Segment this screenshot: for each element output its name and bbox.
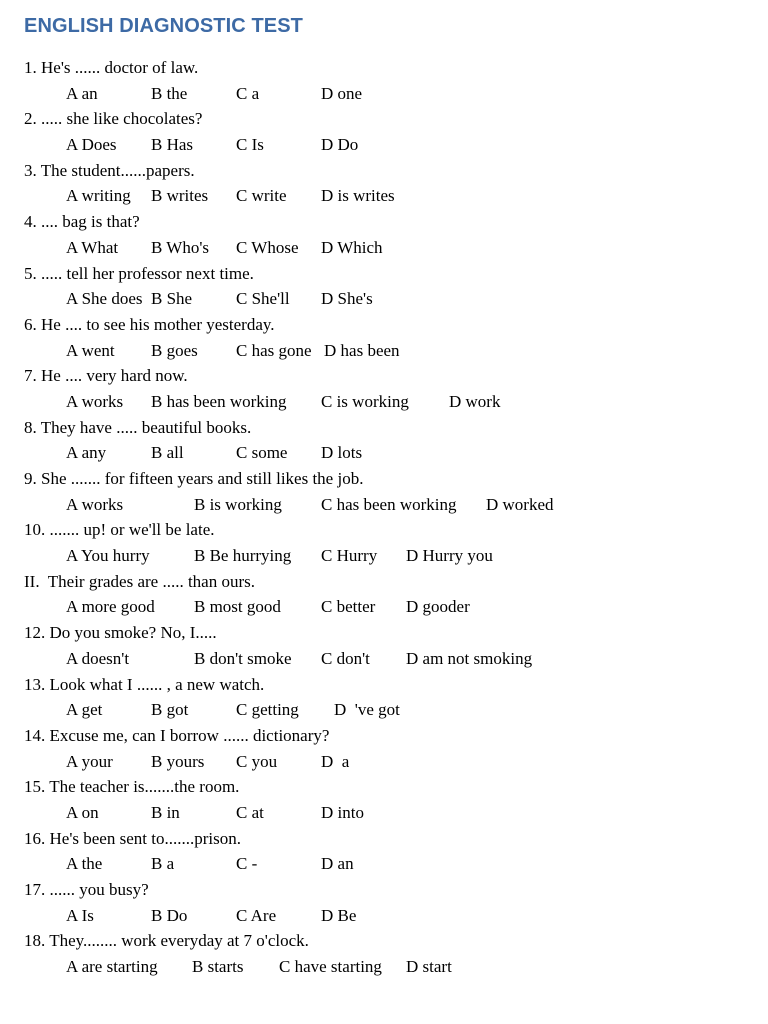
- answer-options: [24, 286, 744, 312]
- question-item: [24, 877, 744, 928]
- answer-option-d: D Do: [321, 135, 359, 155]
- answer-option-b: B don't smoke: [194, 648, 292, 668]
- answer-option-d: D into: [321, 802, 364, 822]
- question-item: [24, 466, 744, 517]
- answer-option-d: D lots: [321, 443, 363, 463]
- answer-option-c: C don't: [321, 648, 370, 668]
- answer-option-a: A the: [66, 854, 103, 874]
- answer-option-a: A Does: [66, 135, 117, 155]
- answer-option-a: A more good: [66, 597, 155, 617]
- answer-option-d: D gooder: [406, 597, 470, 617]
- answer-option-d: D Which: [321, 237, 383, 257]
- answer-option-c: C Whose: [236, 237, 299, 257]
- answer-option-c: C getting: [236, 700, 299, 720]
- question-stem: 14. Excuse me, can I borrow ...... dictionary?: [24, 725, 330, 745]
- answer-option-b: B starts: [192, 957, 244, 977]
- question-item: [24, 826, 744, 877]
- answer-option-d: D has been: [324, 340, 400, 360]
- answer-option-d: D start: [406, 957, 452, 977]
- answer-option-d: D is writes: [321, 186, 395, 206]
- question-stem: 15. The teacher is.......the room.: [24, 777, 240, 797]
- answer-option-b: B Be hurrying: [194, 546, 292, 566]
- answer-options: [24, 183, 744, 209]
- answer-option-c: C is working: [321, 391, 409, 411]
- question-item: [24, 517, 744, 568]
- question-item: [24, 415, 744, 466]
- answer-option-a: A went: [66, 340, 115, 360]
- question-item: [24, 363, 744, 414]
- answer-option-d: D a: [321, 751, 350, 771]
- answer-options: [24, 543, 744, 569]
- answer-option-b: B got: [151, 700, 189, 720]
- answer-options: [24, 903, 744, 929]
- answer-options: [24, 646, 744, 672]
- answer-option-d: D am not smoking: [406, 648, 533, 668]
- answer-option-d: D work: [449, 391, 501, 411]
- question-item: [24, 672, 744, 723]
- answer-option-c: C has gone: [236, 340, 312, 360]
- answer-option-c: C some: [236, 443, 288, 463]
- answer-options: [24, 749, 744, 775]
- answer-option-b: B Do: [151, 905, 188, 925]
- answer-option-a: A writing: [66, 186, 131, 206]
- question-stem: 13. Look what I ...... , a new watch.: [24, 674, 265, 694]
- question-stem: 16. He's been sent to.......prison.: [24, 828, 241, 848]
- answer-option-b: B has been working: [151, 391, 287, 411]
- answer-option-a: A doesn't: [66, 648, 130, 668]
- question-stem: 6. He .... to see his mother yesterday.: [24, 314, 275, 334]
- answer-option-a: A She does: [66, 289, 143, 309]
- question-stem: 10. ....... up! or we'll be late.: [24, 520, 215, 540]
- answer-option-c: C write: [236, 186, 287, 206]
- question-list: [24, 55, 744, 980]
- answer-options: [24, 81, 744, 107]
- answer-option-c: C Is: [236, 135, 264, 155]
- answer-options: [24, 800, 744, 826]
- question-item: [24, 209, 744, 260]
- answer-option-a: A What: [66, 237, 119, 257]
- question-stem: 12. Do you smoke? No, I.....: [24, 623, 217, 643]
- answer-option-a: A works: [66, 391, 124, 411]
- answer-option-a: A your: [66, 751, 113, 771]
- answer-option-d: D worked: [486, 494, 554, 514]
- answer-option-c: C has been working: [321, 494, 457, 514]
- question-stem: 4. .... bag is that?: [24, 212, 140, 232]
- answer-option-b: B Has: [151, 135, 194, 155]
- answer-option-c: C -: [236, 854, 258, 874]
- question-stem: 5. ..... tell her professor next time.: [24, 263, 254, 283]
- answer-option-d: D 've got: [334, 700, 400, 720]
- question-item: [24, 723, 744, 774]
- answer-options: [24, 389, 744, 415]
- answer-option-d: D She's: [321, 289, 373, 309]
- answer-option-b: B is working: [194, 494, 282, 514]
- answer-options: [24, 594, 744, 620]
- answer-option-a: A You hurry: [66, 546, 150, 566]
- answer-option-c: C at: [236, 802, 264, 822]
- question-stem: 3. The student......papers.: [24, 160, 195, 180]
- question-item: [24, 261, 744, 312]
- answer-option-b: B all: [151, 443, 184, 463]
- answer-option-b: B the: [151, 83, 188, 103]
- answer-option-a: A any: [66, 443, 107, 463]
- answer-options: [24, 338, 744, 364]
- answer-option-d: D Be: [321, 905, 357, 925]
- answer-option-c: C have starting: [279, 957, 382, 977]
- answer-option-a: A get: [66, 700, 103, 720]
- answer-option-c: C Hurry: [321, 546, 378, 566]
- answer-option-b: B in: [151, 802, 180, 822]
- question-item: [24, 774, 744, 825]
- answer-options: [24, 954, 744, 980]
- answer-option-c: C Are: [236, 905, 277, 925]
- question-item: [24, 158, 744, 209]
- question-item: [24, 55, 744, 106]
- answer-options: [24, 851, 744, 877]
- question-stem: 9. She ....... for fifteen years and still likes the job.: [24, 469, 364, 488]
- answer-options: [24, 697, 744, 723]
- answer-option-a: A on: [66, 802, 99, 822]
- answer-option-d: D Hurry you: [406, 546, 493, 566]
- answer-option-b: B goes: [151, 340, 198, 360]
- question-stem: 7. He .... very hard now.: [24, 366, 188, 386]
- answer-option-a: A an: [66, 83, 98, 103]
- answer-option-a: A Is: [66, 905, 94, 925]
- question-stem: II. Their grades are ..... than ours.: [24, 571, 255, 591]
- answer-option-d: D one: [321, 83, 363, 103]
- answer-option-c: C you: [236, 751, 278, 771]
- answer-options: [24, 492, 744, 518]
- answer-option-a: A works: [66, 494, 124, 514]
- answer-option-b: B most good: [194, 597, 281, 617]
- question-item: [24, 569, 744, 620]
- answer-option-b: B Who's: [151, 237, 210, 257]
- question-item: [24, 928, 744, 979]
- question-stem: 2. ..... she like chocolates?: [24, 109, 203, 129]
- answer-option-c: C better: [321, 597, 376, 617]
- answer-option-d: D an: [321, 854, 354, 874]
- question-stem: 1. He's ...... doctor of law.: [24, 58, 199, 77]
- question-stem: 18. They........ work everyday at 7 o'clock.: [24, 931, 309, 951]
- answer-option-b: B a: [151, 854, 175, 874]
- answer-options: [24, 132, 744, 158]
- answer-option-a: A are starting: [66, 957, 158, 977]
- question-stem: 17. ...... you busy?: [24, 880, 149, 899]
- answer-option-c: C a: [236, 83, 260, 103]
- answer-option-b: B writes: [151, 186, 209, 206]
- answer-options: [24, 440, 744, 466]
- question-item: [24, 312, 744, 363]
- answer-option-b: B She: [151, 289, 193, 309]
- answer-option-b: B yours: [151, 751, 205, 771]
- page-title: ENGLISH DIAGNOSTIC TEST: [24, 15, 303, 37]
- answer-option-c: C She'll: [236, 289, 290, 309]
- question-item: [24, 106, 744, 157]
- answer-options: [24, 235, 744, 261]
- question-item: [24, 620, 744, 671]
- question-stem: 8. They have ..... beautiful books.: [24, 417, 252, 437]
